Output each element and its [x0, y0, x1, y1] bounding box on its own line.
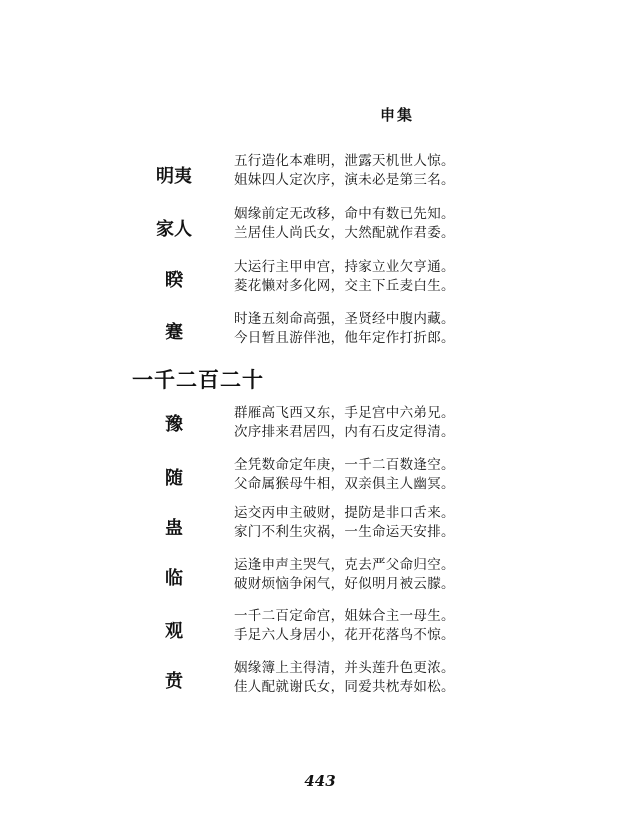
verse [234, 659, 455, 697]
page-number: 443 [304, 772, 336, 790]
verse-line: 群雁高飞西又东，手足宫中六弟兄。 [234, 405, 455, 421]
hexagram-label: 观 [165, 621, 183, 642]
hexagram-label: 随 [165, 468, 183, 489]
hexagram-label: 蛊 [165, 518, 183, 539]
hexagram-label: 贲 [165, 671, 183, 692]
verse-line: 破财烦恼争闲气，好似明月被云朦。 [234, 576, 455, 592]
verse-line: 一千二百定命宫，姐妹合主一母生。 [234, 608, 455, 624]
section-title: 一千二百二十 [132, 367, 264, 392]
verse [234, 556, 455, 594]
hexagram-label: 临 [165, 568, 183, 589]
verse-line: 运交丙申主破财，提防是非口舌来。 [234, 505, 455, 521]
hexagram-label: 豫 [165, 414, 183, 435]
verse [234, 258, 455, 296]
verse-line: 姻缘簿上主得清，并头莲升色更浓。 [234, 660, 455, 676]
verse-line: 运逢申声主哭气，克去严父命归空。 [234, 557, 455, 573]
verse [234, 404, 455, 442]
verse [234, 456, 455, 494]
verse [234, 152, 455, 190]
verse-line: 时逢五刻命高强，圣贤经中腹内藏。 [234, 311, 455, 327]
verse-line: 姐妹四人定次序，演未必是第三名。 [234, 172, 455, 188]
verse-line: 兰居佳人尚氏女，大然配就作君委。 [234, 225, 455, 241]
hexagram-label: 睽 [165, 270, 183, 291]
verse-line: 今日暂且游伴池，他年定作打折郎。 [234, 330, 455, 346]
verse-line: 姻缘前定无改移，命中有数已先知。 [234, 206, 455, 222]
verse-line: 大运行主甲申宫，持家立业欠亨通。 [234, 259, 455, 275]
verse-line: 手足六人身居小，花开花落鸟不惊。 [234, 627, 455, 643]
running-header: 申集 [380, 106, 415, 124]
verse [234, 607, 455, 645]
verse-line: 佳人配就谢氏女，同爱共枕寿如松。 [234, 679, 455, 695]
verse-line: 全凭数命定年庚，一千二百数逢空。 [234, 457, 455, 473]
hexagram-label: 家人 [156, 219, 192, 240]
verse-line: 次序排来君居四，内有石皮定得清。 [234, 424, 455, 440]
verse-line: 菱花懒对多化网，交主下丘麦白生。 [234, 278, 455, 294]
verse [234, 205, 455, 243]
verse-line: 五行造化本难明，泄露天机世人惊。 [234, 153, 455, 169]
verse-line: 家门不利生灾祸，一生命运天安排。 [234, 524, 455, 540]
hexagram-label: 蹇 [165, 322, 183, 343]
hexagram-label: 明夷 [156, 166, 192, 187]
verse [234, 504, 455, 542]
verse [234, 310, 455, 348]
verse-line: 父命属猴母牛相，双亲俱主人幽冥。 [234, 476, 455, 492]
